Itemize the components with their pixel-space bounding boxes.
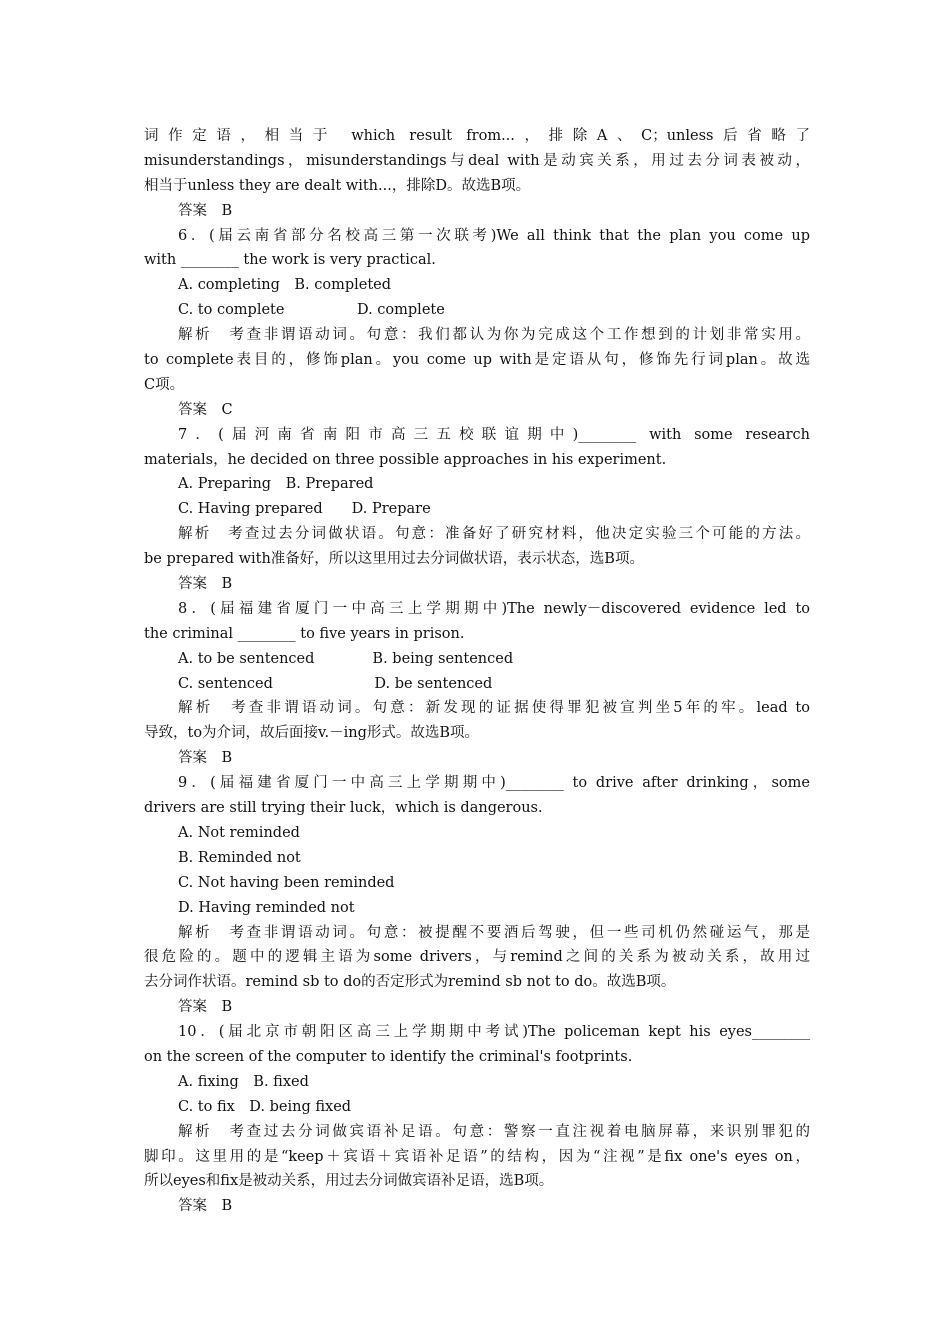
option-line: B. Reminded not bbox=[178, 849, 301, 866]
analysis-line: 很危险的。题中的逻辑主语为some drivers，与remind之间的关系为被动关系，故用过 bbox=[144, 949, 810, 966]
analysis-line: 解析 考查非谓语动词。句意：被提醒不要酒后驾驶，但一些司机仍然碰运气，那是 bbox=[178, 924, 810, 941]
option-line: A. Not reminded bbox=[178, 824, 300, 841]
text-line: 相当于unless they are dealt with...，排除D。故选B项。 bbox=[144, 177, 531, 194]
analysis-line: 解析 考查非谓语动词。句意：新发现的证据使得罪犯被宣判坐5年的牢。lead to bbox=[178, 700, 810, 717]
option-line: C. Having prepared D. Prepare bbox=[178, 501, 431, 518]
document-page bbox=[144, 124, 810, 1219]
analysis-line: 脚印。这里用的是“keep＋宾语＋宾语补足语”的结构，因为“注视”是fix one's eyes on， bbox=[144, 1148, 810, 1165]
option-line: C. to fix D. being fixed bbox=[178, 1098, 352, 1115]
text-line: misunderstandings，misunderstandings与deal with是动宾关系，用过去分词表被动， bbox=[144, 152, 810, 169]
analysis-line: 导致，to为介词，故后面接v.－ing形式。故选B项。 bbox=[144, 725, 480, 742]
text-line: 词作定语，相当于 which result from...，排除A、C；unless后省略了 bbox=[144, 128, 810, 144]
option-line: D. Having reminded not bbox=[178, 899, 355, 916]
option-line: C. to complete D. complete bbox=[178, 302, 445, 319]
answer-line: 答案 B bbox=[178, 202, 233, 219]
option-line: C. Not having been reminded bbox=[178, 874, 395, 891]
answer-line: 答案 B bbox=[178, 576, 233, 593]
analysis-line: 去分词作状语。remind sb to do的否定形式为remind sb not to do。故选B项。 bbox=[144, 974, 676, 991]
question-stem: with ________ the work is very practical. bbox=[144, 252, 436, 269]
option-line: A. fixing B. fixed bbox=[178, 1073, 309, 1090]
option-line: A. Preparing B. Prepared bbox=[178, 476, 374, 493]
analysis-line: be prepared with准备好，所以这里用过去分词做状语，表示状态，选B项。 bbox=[144, 551, 644, 568]
option-line: C. sentenced D. be sentenced bbox=[178, 675, 493, 692]
answer-line: 答案 C bbox=[178, 401, 233, 418]
question-stem: 7．(届河南省南阳市高三五校联谊期中)________ with some research bbox=[178, 426, 810, 443]
answer-line: 答案 B bbox=[178, 750, 233, 767]
analysis-line: 所以eyes和fix是被动关系，用过去分词做宾语补足语，选B项。 bbox=[144, 1173, 554, 1190]
analysis-line: 解析 考查过去分词做宾语补足语。句意：警察一直注视着电脑屏幕，来识别罪犯的 bbox=[178, 1123, 810, 1140]
question-stem: 8．(届福建省厦门一中高三上学期期中)The newly－discovered evidence led to bbox=[178, 600, 810, 617]
option-line: A. completing B. completed bbox=[178, 277, 392, 294]
analysis-line: C项。 bbox=[144, 376, 185, 393]
answer-line: 答案 B bbox=[178, 1198, 233, 1215]
question-stem: 10．(届北京市朝阳区高三上学期期中考试)The policeman kept his eyes________ bbox=[178, 1024, 810, 1041]
analysis-line: to complete表目的，修饰plan。you come up with是定语从句，修饰先行词plan。故选 bbox=[144, 352, 810, 369]
question-stem: materials，he decided on three possible approaches in his experiment. bbox=[144, 451, 667, 468]
question-stem: on the screen of the computer to identify the criminal's footprints. bbox=[144, 1048, 633, 1065]
option-line: A. to be sentenced B. being sentenced bbox=[178, 650, 514, 667]
question-stem: drivers are still trying their luck，which is dangerous. bbox=[144, 800, 543, 817]
answer-line: 答案 B bbox=[178, 999, 233, 1016]
question-stem: 6．(届云南省部分名校高三第一次联考)We all think that the plan you come up bbox=[178, 227, 810, 244]
question-stem: the criminal ________ to five years in prison. bbox=[144, 625, 465, 642]
analysis-line: 解析 考查非谓语动词。句意：我们都认为你为完成这个工作想到的计划非常实用。 bbox=[178, 327, 810, 344]
question-stem: 9．(届福建省厦门一中高三上学期期中)________ to drive after drinking，some bbox=[178, 775, 810, 792]
analysis-line: 解析 考查过去分词做状语。句意：准备好了研究材料，他决定实验三个可能的方法。 bbox=[178, 526, 810, 543]
